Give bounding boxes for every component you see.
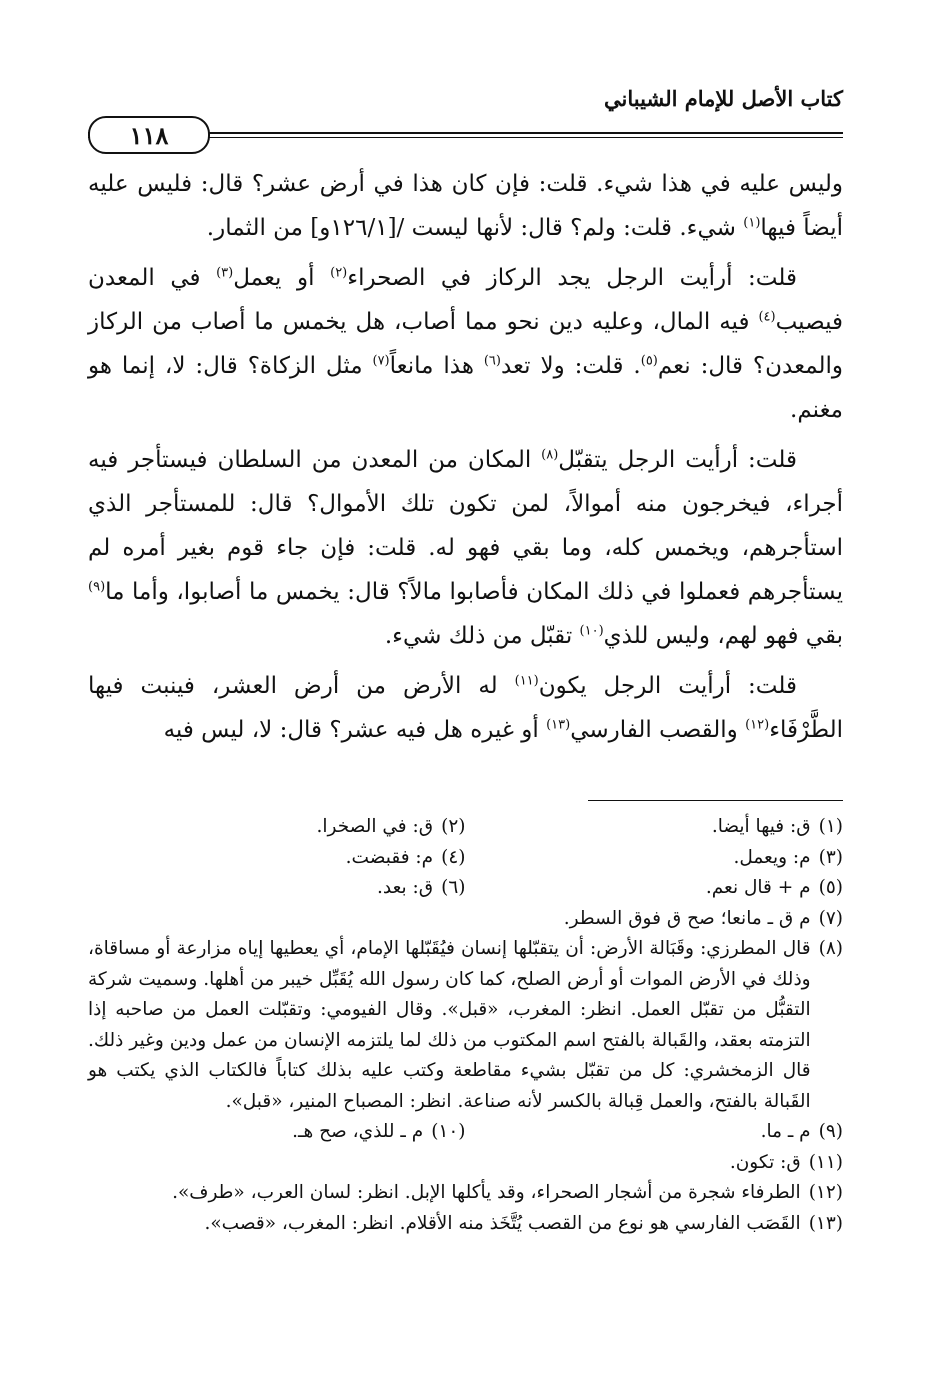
footnote-text: الطرفاء شجرة من أشجار الصحراء، وقد يأكلها الإبل. انظر: لسان العرب، «طرف». [172,1182,801,1203]
text-run: . قلت: ولا تعد [500,353,641,379]
footnote-ref[interactable]: (٩) [88,579,106,595]
footnote-number: (٨) [818,938,843,959]
footnote-1 [466,812,844,843]
footnote-ref[interactable]: (١) [743,215,761,231]
text-run: فيه المال، وعليه دين نحو مما أصاب، هل يخمس ما أصاب من الركاز والمعدن؟ قال: نعم [88,309,844,379]
footnote-number: (١) [818,816,843,837]
text-run: له الأرض من أرض العشر، فينبت فيها الطَّرْفَاء [88,673,843,743]
footnotes [88,812,843,1239]
text-run: قلت: أرأيت الرجل يتقبّل [558,447,797,473]
footnote-11 [88,1148,843,1179]
footnote-text: قال المطرزي: وقَبَالة الأرض: أن يتقبّلها إنسان فيُقَبّلها الإمام، أي يعطيها إياه مزارعة أو مساقاة، وذلك في الأرض الموات أو أرض الصلح، كما كان رسول الله يُقَبِّل خيبر من أهلها. وسميت شركة التقبُّل من تقبّل العمل. انظر: المغرب، «قبل». وقال الفيومي: وتقبّلت العمل من صاحبه إذا التزمته بعقد، والقَبالة بالفتح اسم المكتوب من ذلك لما يلتزمه الإنسان من عمل ودين وغير ذلك. قال الزمخشري: كل من تقبّل بشيء مقاطعة وكتب عليه بذلك كتاباً فالكتاب الذي يكتب هو القَبالة بالفتح، والعمل قِبالة بالكسر لأنه صناعة. انظر: المصباح المنير، «قبل». [88,938,811,1112]
footnote-text: ق: بعد. [376,877,434,898]
footnote-number: (١٢) [808,1182,843,1203]
footnote-3 [466,843,844,874]
footnote-ref[interactable]: (٢) [330,265,348,281]
footnote-text: ق: فيها أيضا. [711,816,811,837]
footnote-ref[interactable]: (١٣) [546,717,571,733]
footnote-12 [88,1178,843,1209]
footnote-number: (٢) [441,816,466,837]
footnote-number: (١٠) [431,1121,466,1142]
footnote-8 [88,934,843,1117]
running-title: كتاب الأصل للإمام الشيباني [604,86,843,111]
main-text [88,162,843,758]
footnote-ref[interactable]: (٥) [640,353,658,369]
paragraph-4 [88,664,843,752]
footnote-text: ق: تكون. [729,1151,801,1173]
footnote-number: (٦) [441,877,466,898]
text-run: هذا مانعاً [389,353,484,379]
footnote-ref[interactable]: (٧) [372,353,390,369]
footnote-text: ق: في الصخرا. [316,816,434,837]
text-run: أو يعمل [233,265,331,291]
footnote-text: م: فقبضت. [345,846,434,868]
footnote-number: (٩) [818,1121,843,1142]
footnote-4 [88,843,466,874]
text-run: بقي فهو لهم، وليس للذي [603,623,843,649]
footnote-text: القَصَب الفارسي هو نوع من القصب يُتَّخَذ منه الأقلام. انظر: المغرب، «قصب». [204,1212,801,1234]
text-run: والقصب الفارسي [570,717,746,743]
footnote-number: (٥) [818,877,843,898]
footnote-ref[interactable]: (١١) [514,673,539,689]
footnote-number: (١٣) [808,1212,843,1234]
paragraph-2 [88,256,843,432]
footnote-ref[interactable]: (١٢) [745,717,770,733]
footnote-separator [588,800,843,801]
text-run: قلت: أرأيت الرجل يجد الركاز في الصحراء [347,265,797,291]
footnote-text: م ـ ما. [760,1121,811,1142]
page-number: ١١٨ [129,120,169,150]
footnote-ref[interactable]: (٨) [541,447,559,463]
footnote-row [88,1117,843,1148]
footnote-row [88,873,843,904]
footnote-2 [88,812,466,843]
text-run: قلت: أرأيت الرجل يكون [538,673,797,699]
footnote-row [88,843,843,874]
paragraph-1 [88,162,843,250]
footnote-number: (٤) [441,846,466,868]
footnote-7 [88,904,843,935]
footnote-number: (١١) [808,1151,843,1173]
footnote-6 [88,873,466,904]
paragraph-3 [88,438,843,658]
footnote-ref[interactable]: (٦) [483,353,501,369]
text-run: المكان من المعدن من السلطان فيستأجر فيه أجراء، فيخرجون منه أموالاً، لمن تكون تلك الأموال؟ قال: للمستأجر الذي استأجرهم، ويخمس كله، وما بقي فهو له. قلت: فإن جاء قوم بغير أمره لم يستأجرهم فعملوا في ذلك المكان فأصابوا مالاً؟ قال: يخمس ما أصابوا، وأما ما [88,447,843,605]
footnote-9 [466,1117,844,1148]
text-run: شيء. قلت: ولم؟ قال: لأنها ليست /[١٢٦/١و] من الثمار. [206,215,744,241]
footnote-ref[interactable]: (١٠) [579,623,604,639]
page-number-badge [88,116,210,154]
footnote-5 [466,873,844,904]
footnote-text: م: ويعمل. [733,846,811,868]
footnote-number: (٣) [818,846,843,868]
footnote-10 [88,1117,466,1148]
footnote-text: م + قال نعم. [705,877,811,898]
page-header [88,86,843,156]
footnote-number: (٧) [818,907,843,929]
footnote-13 [88,1209,843,1240]
text-run: تقبّل من ذلك شيء. [384,623,580,649]
footnote-ref[interactable]: (٣) [216,265,234,281]
footnote-text: م ق ـ مانعا؛ صح ق فوق السطر. [563,907,811,929]
footnote-text: م ـ للذي، صح هـ. [292,1121,424,1142]
text-run: أو غيره هل فيه عشر؟ قال: لا، ليس فيه [163,717,547,743]
text-run: في المعدن فيصيب [88,265,843,335]
footnote-ref[interactable]: (٤) [758,309,776,325]
text-run: وليس عليه في هذا شيء. قلت: فإن كان هذا في أرض عشر؟ قال: فليس عليه أيضاً فيها [88,171,843,241]
footnote-row [88,812,843,843]
text-run: مثل الزكاة؟ قال: لا، إنما هو مغنم. [88,353,843,423]
